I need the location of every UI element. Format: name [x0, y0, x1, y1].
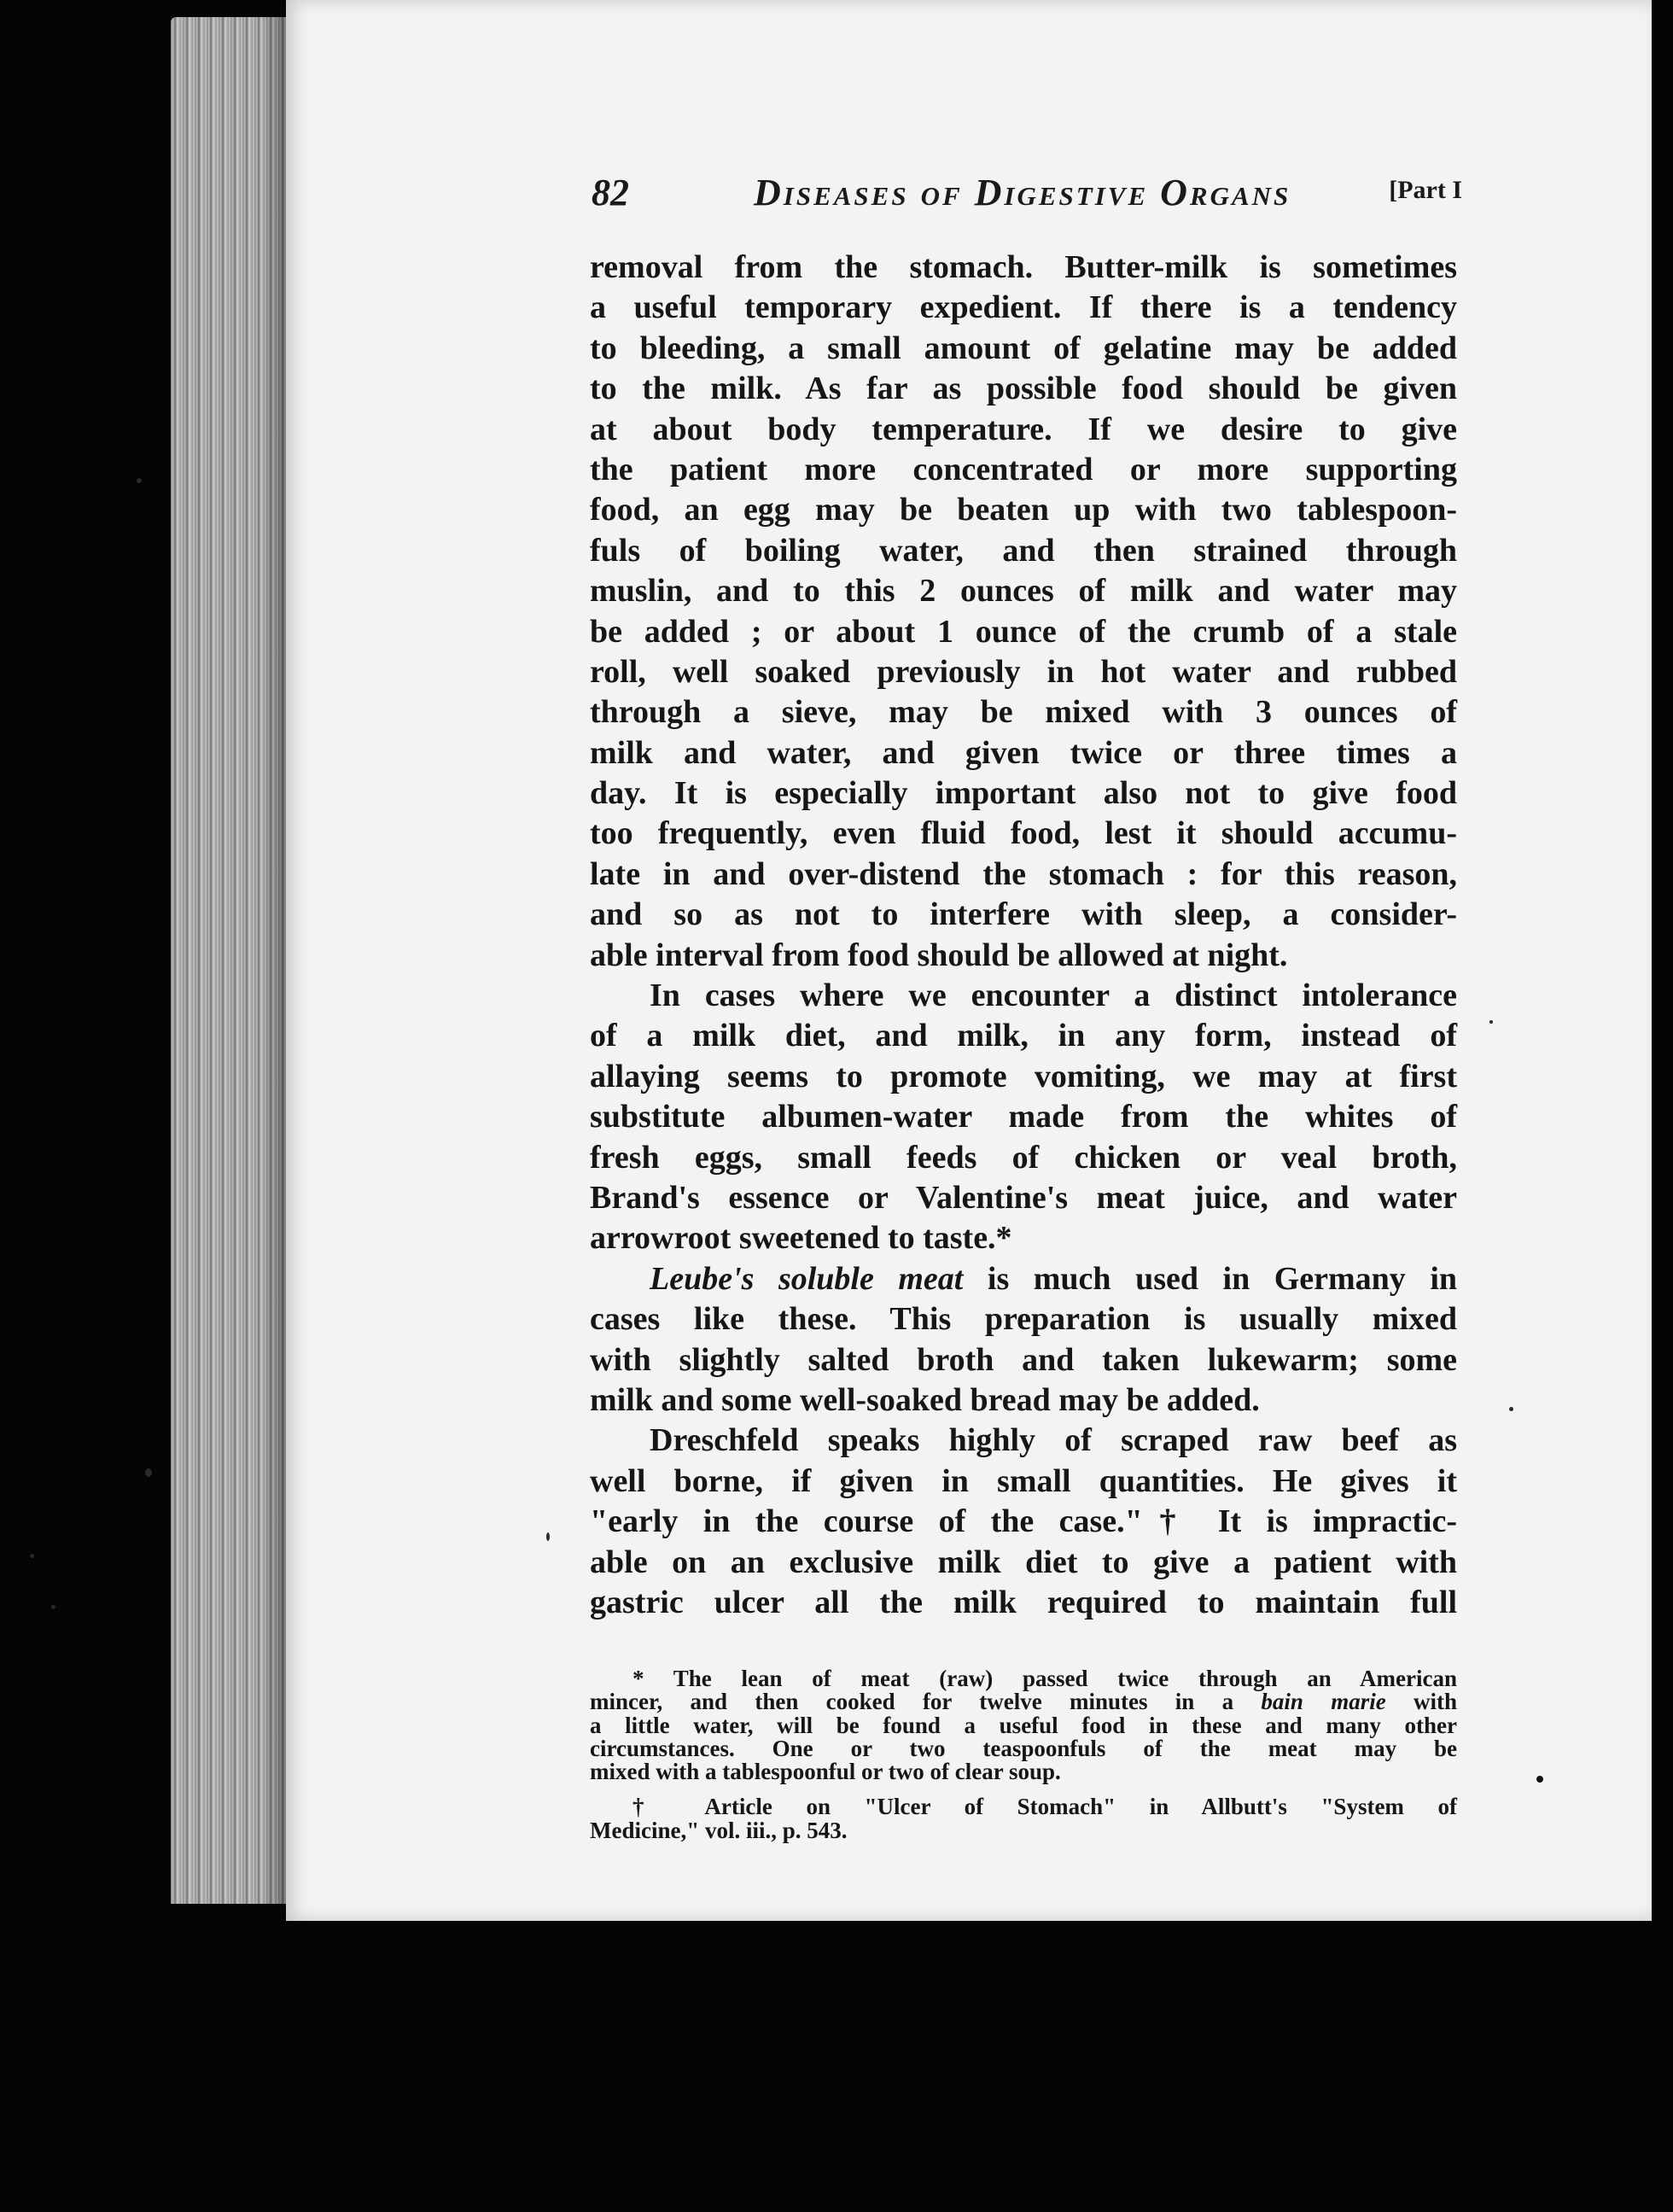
text-run: with	[1414, 1689, 1458, 1715]
speck	[137, 478, 142, 483]
footnote-line: circumstances. One or two teaspoonfuls of the meat may be	[590, 1735, 1457, 1761]
text-line: removal from the stomach. Butter-milk is sometimes	[590, 249, 1457, 285]
text-line: a useful temporary expedient. If there is a tendency	[590, 289, 1457, 326]
text-line: to bleeding, a small amount of gelatine may be added	[590, 330, 1457, 366]
text-line: cases like these. This preparation is usually mixed	[590, 1301, 1457, 1338]
text-line: In cases where we encounter a distinct intolerance	[650, 978, 1457, 1014]
page-edge-shadow	[260, 17, 286, 1904]
italic-term: Leube's soluble meat	[650, 1260, 964, 1297]
speck	[546, 1532, 550, 1541]
text-line: roll, well soaked previously in hot water and rubbed	[590, 653, 1457, 690]
text-line: well borne, if given in small quantities. He gives it	[590, 1462, 1457, 1499]
margin-speck	[1536, 1776, 1543, 1783]
text-line: Dreschfeld speaks highly of scraped raw beef as	[650, 1422, 1457, 1459]
italic-term: bain marie	[1261, 1689, 1386, 1715]
text-line: allaying seems to promote vomiting, we may at first	[590, 1058, 1457, 1094]
text-line: late in and over-distend the stomach : for this reason,	[590, 855, 1457, 892]
text-line: arrowroot sweetened to taste.*	[590, 1220, 1012, 1257]
text-line: be added ; or about 1 ounce of the crumb of a stale	[590, 613, 1457, 650]
text-line: to the milk. As far as possible food should be given	[590, 371, 1457, 407]
text-line: through a sieve, may be mixed with 3 ounces of	[590, 694, 1457, 731]
text-run: is much used in Germany in	[987, 1260, 1458, 1297]
text-line: at about body temperature. If we desire to give	[590, 411, 1457, 447]
speck	[30, 1554, 34, 1558]
text-line: food, an egg may be beaten up with two tablespoon-	[590, 492, 1457, 528]
text-line: able on an exclusive milk diet to give a patient with	[590, 1544, 1457, 1580]
text-line: "early in the course of the case."† It is impractic-	[590, 1503, 1457, 1540]
text-line: fresh eggs, small feeds of chicken or veal broth,	[590, 1139, 1457, 1176]
text-line: of a milk diet, and milk, in any form, instead of	[590, 1018, 1457, 1054]
speck	[145, 1468, 152, 1477]
text-line: and so as not to interfere with sleep, a consider-	[590, 896, 1457, 933]
speck	[1509, 1407, 1513, 1411]
text-line: gastric ulcer all the milk required to maintain full	[590, 1584, 1457, 1620]
text-line: fuls of boiling water, and then strained through	[590, 532, 1457, 569]
footnote-line	[590, 1690, 1457, 1713]
text-line	[590, 1259, 1457, 1299]
body-text	[590, 248, 1457, 1623]
running-title: Diseases of Digestive Organs	[754, 172, 1291, 213]
text-line: milk and water, and given twice or three times a	[590, 734, 1457, 771]
text-line: too frequently, even fluid food, lest it should accumu-	[590, 815, 1457, 852]
text-line: able interval from food should be allowed at night.	[590, 937, 1288, 973]
page-number: 82	[592, 172, 629, 213]
text-run: mincer, and then cooked for twelve minutes in a	[590, 1689, 1234, 1715]
footnote-line: Medicine," vol. iii., p. 543.	[590, 1817, 848, 1843]
footnote-line: mixed with a tablespoonful or two of clear soup.	[590, 1759, 1061, 1785]
footnote-line: a little water, will be found a useful food in these and many other	[590, 1712, 1457, 1738]
text-line: muslin, and to this 2 ounces of milk and water may	[590, 573, 1457, 610]
footnotes	[590, 1667, 1457, 1842]
footnote-line: * The lean of meat (raw) passed twice through an American	[632, 1666, 1457, 1691]
footnote-line: † Article on "Ulcer of Stomach" in Allbutt's "System of	[632, 1794, 1457, 1820]
text-line: substitute albumen-water made from the whites of	[590, 1099, 1457, 1135]
part-label: [Part I	[1389, 176, 1462, 204]
text-line: day. It is especially important also not to give food	[590, 775, 1457, 812]
speck	[51, 1605, 55, 1609]
speck	[1489, 1020, 1493, 1024]
text-line: the patient more concentrated or more supporting	[590, 451, 1457, 487]
running-head	[592, 171, 1462, 222]
text-line: milk and some well-soaked bread may be added.	[590, 1381, 1260, 1418]
text-line: Brand's essence or Valentine's meat juice, and water	[590, 1179, 1457, 1216]
text-line: with slightly salted broth and taken lukewarm; some	[590, 1341, 1457, 1378]
